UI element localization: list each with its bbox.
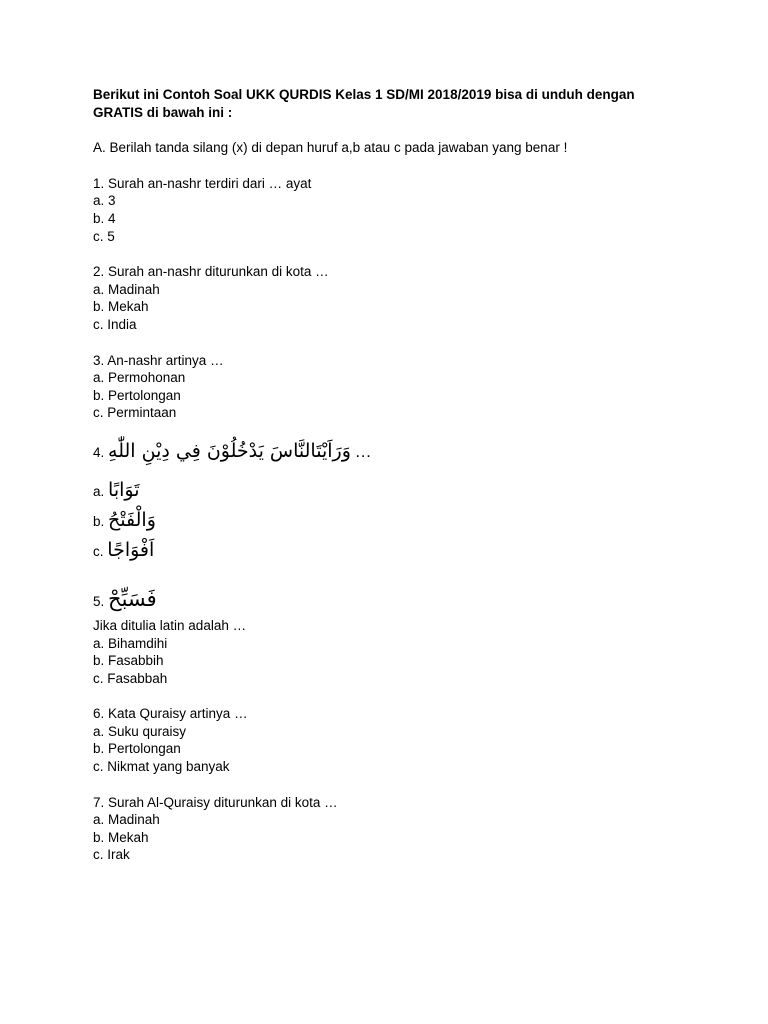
answer-option: a. Permohonan — [93, 370, 186, 386]
question-4 — [93, 436, 693, 566]
question-stem: 2. Surah an-nashr diturunkan di kota … — [93, 264, 329, 280]
title-line-1: Berikut ini Contoh Soal UKK QURDIS Kelas 1 SD/MI 2018/2019 bisa di unduh dengan — [93, 87, 635, 102]
question-number: 4. — [93, 444, 105, 460]
answer-option: c. Irak — [93, 847, 130, 863]
answer-option: a. Madinah — [93, 812, 160, 828]
answer-option: b. Pertolongan — [93, 387, 181, 403]
answer-option: c. Nikmat yang banyak — [93, 759, 230, 775]
ellipsis: … — [354, 441, 372, 461]
question-stem: 3. An-nashr artinya … — [93, 352, 224, 368]
instruction-text: A. Berilah tanda silang (x) di depan huruf a,b atau c pada jawaban yang benar ! — [93, 140, 568, 156]
answer-option: c. 5 — [93, 228, 115, 244]
question-5 — [93, 584, 693, 687]
answer-option — [93, 536, 693, 566]
question-number: 5. — [93, 593, 105, 609]
option-arabic: وَالْفَتْحُ — [108, 508, 156, 531]
answer-option: a. Suku quraisy — [93, 723, 187, 739]
option-letter: b. — [93, 513, 105, 529]
option-letter: c. — [93, 543, 104, 559]
answer-options — [93, 476, 693, 566]
question-2 — [93, 263, 693, 333]
question-6 — [93, 705, 693, 775]
question-stem: Jika ditulia latin adalah … — [93, 617, 247, 633]
question-heading — [93, 584, 693, 617]
answer-option: a. 3 — [93, 193, 116, 209]
question-stem: 6. Kata Quraisy artinya … — [93, 706, 248, 722]
question-7 — [93, 794, 693, 864]
answer-option — [93, 476, 693, 506]
answer-option: b. Pertolongan — [93, 741, 181, 757]
answer-option: a. Madinah — [93, 281, 160, 297]
option-arabic: تَوَابًا — [108, 478, 140, 501]
question-stem: 7. Surah Al-Quraisy diturunkan di kota … — [93, 794, 338, 810]
arabic-verse: وَرَاَيْتَالنَّاسَ يَدْخُلُوْنَ فِي دِيْنِ اللّٰهِ — [108, 439, 351, 462]
answer-option: b. Mekah — [93, 299, 149, 315]
question-stem — [93, 436, 693, 468]
answer-option: c. Permintaan — [93, 405, 177, 421]
title-line-2: GRATIS di bawah ini : — [93, 104, 233, 120]
answer-option — [93, 506, 693, 536]
document-body — [93, 86, 693, 864]
document-title — [93, 86, 693, 121]
arabic-word: فَسَبِّحْ — [108, 586, 157, 611]
option-letter: a. — [93, 483, 105, 499]
answer-option: c. India — [93, 316, 137, 332]
option-arabic: اَفْوَاجًا — [107, 538, 155, 561]
answer-option: b. 4 — [93, 210, 116, 226]
question-3 — [93, 352, 693, 422]
answer-option: b. Mekah — [93, 829, 149, 845]
answer-option: c. Fasabbah — [93, 670, 168, 686]
answer-option: a. Bihamdihi — [93, 635, 168, 651]
answer-option: b. Fasabbih — [93, 653, 164, 669]
question-1 — [93, 175, 693, 245]
question-stem: 1. Surah an-nashr terdiri dari … ayat — [93, 175, 312, 191]
